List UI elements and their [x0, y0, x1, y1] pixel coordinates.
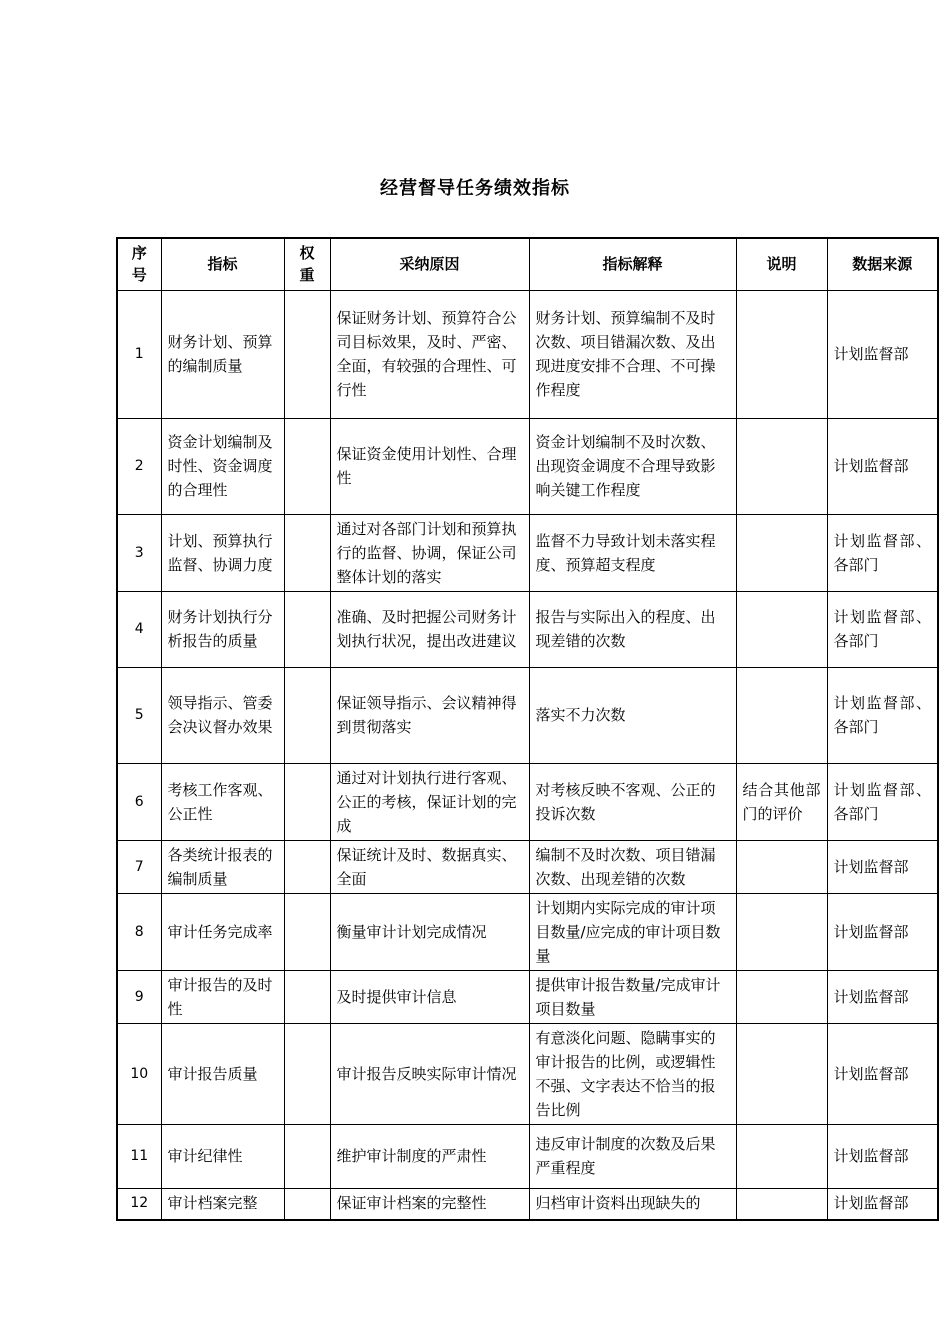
cell-explanation: 报告与实际出入的程度、出现差错的次数: [529, 591, 736, 667]
cell-indicator: 审计档案完整: [161, 1188, 284, 1220]
cell-seq: 10: [117, 1023, 161, 1124]
cell-indicator: 财务计划执行分析报告的质量: [161, 591, 284, 667]
cell-seq: 8: [117, 893, 161, 970]
cell-weight: [284, 893, 330, 970]
table-row: [117, 290, 938, 418]
header-source: 数据来源: [827, 238, 938, 290]
cell-indicator: 财务计划、预算的编制质量: [161, 290, 284, 418]
cell-source: 计划监督部: [827, 290, 938, 418]
cell-source: 计划监督部: [827, 1124, 938, 1188]
kpi-table: [116, 237, 939, 1221]
cell-reason: 保证领导指示、会议精神得到贯彻落实: [330, 667, 529, 763]
cell-weight: [284, 514, 330, 591]
cell-note: [736, 667, 827, 763]
cell-weight: [284, 763, 330, 840]
cell-note: [736, 418, 827, 514]
cell-weight: [284, 970, 330, 1023]
table-row: [117, 893, 938, 970]
cell-source: 计划监督部: [827, 1023, 938, 1124]
header-reason: 采纳原因: [330, 238, 529, 290]
table-header-row: [117, 238, 938, 290]
cell-weight: [284, 290, 330, 418]
table-row: [117, 667, 938, 763]
cell-indicator: 审计报告的及时性: [161, 970, 284, 1023]
cell-seq: 4: [117, 591, 161, 667]
cell-reason: 保证资金使用计划性、合理性: [330, 418, 529, 514]
cell-note: [736, 1188, 827, 1220]
cell-indicator: 资金计划编制及时性、资金调度的合理性: [161, 418, 284, 514]
cell-reason: 及时提供审计信息: [330, 970, 529, 1023]
cell-seq: 1: [117, 290, 161, 418]
cell-seq: 12: [117, 1188, 161, 1220]
cell-reason: 准确、及时把握公司财务计划执行状况，提出改进建议: [330, 591, 529, 667]
cell-source: 计划监督部: [827, 418, 938, 514]
cell-explanation: 有意淡化问题、隐瞒事实的审计报告的比例，或逻辑性不强、文字表达不恰当的报告比例: [529, 1023, 736, 1124]
table-row: [117, 1188, 938, 1220]
cell-note: [736, 591, 827, 667]
cell-source: 计划监督部: [827, 970, 938, 1023]
cell-indicator: 各类统计报表的编制质量: [161, 840, 284, 893]
cell-seq: 3: [117, 514, 161, 591]
header-weight: 权重: [284, 238, 330, 290]
cell-note: [736, 1023, 827, 1124]
table-row: [117, 1023, 938, 1124]
cell-weight: [284, 418, 330, 514]
cell-note: [736, 893, 827, 970]
cell-source: 计划监督部: [827, 1188, 938, 1220]
cell-seq: 11: [117, 1124, 161, 1188]
table-row: [117, 840, 938, 893]
cell-weight: [284, 1188, 330, 1220]
cell-seq: 6: [117, 763, 161, 840]
cell-indicator: 计划、预算执行监督、协调力度: [161, 514, 284, 591]
cell-note: [736, 1124, 827, 1188]
cell-note: [736, 970, 827, 1023]
table-row: [117, 970, 938, 1023]
cell-reason: 保证统计及时、数据真实、全面: [330, 840, 529, 893]
cell-seq: 9: [117, 970, 161, 1023]
header-seq: 序号: [117, 238, 161, 290]
table-row: [117, 763, 938, 840]
cell-explanation: 监督不力导致计划未落实程度、预算超支程度: [529, 514, 736, 591]
cell-source: 计划监督部: [827, 840, 938, 893]
cell-explanation: 对考核反映不客观、公正的投诉次数: [529, 763, 736, 840]
cell-explanation: 归档审计资料出现缺失的: [529, 1188, 736, 1220]
table-row: [117, 591, 938, 667]
cell-explanation: 财务计划、预算编制不及时次数、项目错漏次数、及出现进度安排不合理、不可操作程度: [529, 290, 736, 418]
cell-seq: 7: [117, 840, 161, 893]
cell-indicator: 审计纪律性: [161, 1124, 284, 1188]
cell-explanation: 编制不及时次数、项目错漏次数、出现差错的次数: [529, 840, 736, 893]
cell-weight: [284, 840, 330, 893]
cell-note: 结合其他部门的评价: [736, 763, 827, 840]
cell-indicator: 审计任务完成率: [161, 893, 284, 970]
cell-weight: [284, 591, 330, 667]
cell-note: [736, 840, 827, 893]
cell-weight: [284, 1124, 330, 1188]
cell-reason: 审计报告反映实际审计情况: [330, 1023, 529, 1124]
cell-source: 计划监督部: [827, 893, 938, 970]
cell-explanation: 违反审计制度的次数及后果严重程度: [529, 1124, 736, 1188]
document-title: 经营督导任务绩效指标: [380, 178, 570, 199]
cell-reason: 通过对各部门计划和预算执行的监督、协调，保证公司整体计划的落实: [330, 514, 529, 591]
cell-source: 计划监督部、各部门: [827, 591, 938, 667]
cell-explanation: 落实不力次数: [529, 667, 736, 763]
cell-explanation: 资金计划编制不及时次数、出现资金调度不合理导致影响关键工作程度: [529, 418, 736, 514]
cell-reason: 保证审计档案的完整性: [330, 1188, 529, 1220]
cell-indicator: 考核工作客观、公正性: [161, 763, 284, 840]
cell-indicator: 领导指示、管委会决议督办效果: [161, 667, 284, 763]
cell-reason: 通过对计划执行进行客观、公正的考核，保证计划的完成: [330, 763, 529, 840]
cell-note: [736, 514, 827, 591]
cell-note: [736, 290, 827, 418]
cell-weight: [284, 1023, 330, 1124]
header-indicator: 指标: [161, 238, 284, 290]
cell-source: 计划监督部、各部门: [827, 514, 938, 591]
cell-source: 计划监督部、各部门: [827, 763, 938, 840]
cell-seq: 2: [117, 418, 161, 514]
header-note: 说明: [736, 238, 827, 290]
table-row: [117, 418, 938, 514]
cell-source: 计划监督部、各部门: [827, 667, 938, 763]
cell-reason: 保证财务计划、预算符合公司目标效果，及时、严密、全面，有较强的合理性、可行性: [330, 290, 529, 418]
cell-weight: [284, 667, 330, 763]
cell-reason: 衡量审计计划完成情况: [330, 893, 529, 970]
cell-indicator: 审计报告质量: [161, 1023, 284, 1124]
cell-seq: 5: [117, 667, 161, 763]
table-row: [117, 514, 938, 591]
cell-explanation: 计划期内实际完成的审计项目数量/应完成的审计项目数量: [529, 893, 736, 970]
cell-reason: 维护审计制度的严肃性: [330, 1124, 529, 1188]
header-explanation: 指标解释: [529, 238, 736, 290]
cell-explanation: 提供审计报告数量/完成审计项目数量: [529, 970, 736, 1023]
table-row: [117, 1124, 938, 1188]
